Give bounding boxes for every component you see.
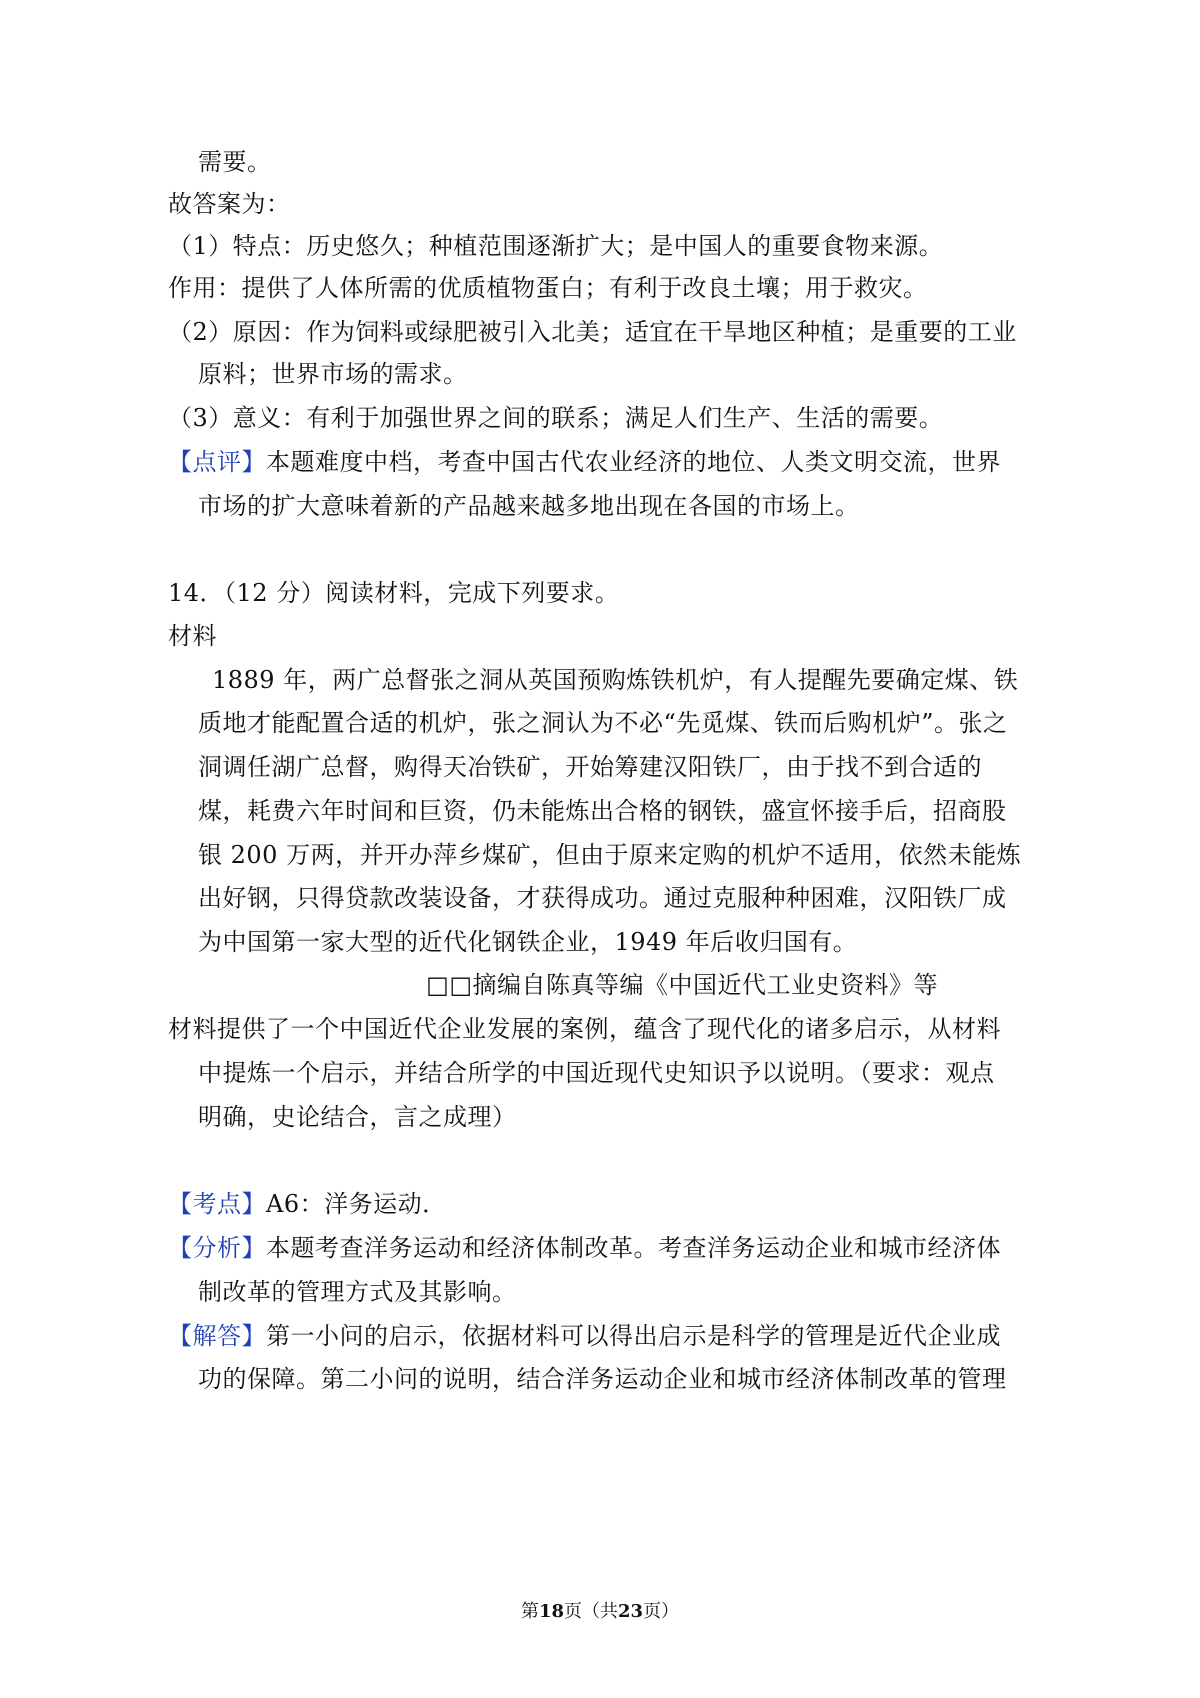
knowledge-point-line xyxy=(168,1188,447,1220)
analysis-tag: 【分析】 xyxy=(168,1234,266,1262)
material-label: 材料 xyxy=(168,622,217,650)
text-line: 制改革的管理方式及其影响。 xyxy=(198,1278,517,1306)
material-source: □□摘编自陈真等编《中国近代工业史资料》等 xyxy=(426,971,938,999)
material-line: 出好钢，只得贷款改装设备，才获得成功。通过克服种种困难，汉阳铁厂成 xyxy=(198,884,1007,912)
total-pages: 23 xyxy=(618,1601,644,1622)
review-line xyxy=(168,446,1001,478)
page-number: 18 xyxy=(538,1601,564,1622)
page-footer xyxy=(0,1600,1200,1624)
footer-suffix: 页） xyxy=(643,1601,680,1622)
text-line: 市场的扩大意味着新的产品越来越多地出现在各国的市场上。 xyxy=(198,492,860,520)
question-title: 14．（12 分）阅读材料，完成下列要求。 xyxy=(168,579,620,607)
text-line: 中提炼一个启示，并结合所学的中国近现代史知识予以说明。（要求：观点 xyxy=(198,1059,995,1087)
text-line: 故答案为： xyxy=(168,190,291,218)
review-text: 本题难度中档，考查中国古代农业经济的地位、人类文明交流，世界 xyxy=(266,448,1001,476)
footer-middle: 页（共 xyxy=(564,1601,618,1622)
knowledge-point-text: A6：洋务运动． xyxy=(266,1190,447,1218)
text-line: 明确，史论结合，言之成理） xyxy=(198,1103,517,1131)
text-line: 作用：提供了人体所需的优质植物蛋白；有利于改良土壤；用于救灾。 xyxy=(168,274,928,302)
text-line: 需要。 xyxy=(198,148,272,176)
material-line: 洞调任湖广总督，购得天冶铁矿，开始筹建汉阳铁厂，由于找不到合适的 xyxy=(198,753,982,781)
text-line: （3）意义：有利于加强世界之间的联系；满足人们生产、生活的需要。 xyxy=(168,404,944,432)
review-tag: 【点评】 xyxy=(168,448,266,476)
analysis-text: 本题考查洋务运动和经济体制改革。考查洋务运动企业和城市经济体 xyxy=(266,1234,1001,1262)
knowledge-point-tag: 【考点】 xyxy=(168,1190,266,1218)
analysis-line xyxy=(168,1232,1001,1264)
solution-tag: 【解答】 xyxy=(168,1322,266,1350)
text-line: 材料提供了一个中国近代企业发展的案例，蕴含了现代化的诸多启示，从材料 xyxy=(168,1015,1001,1043)
material-line: 质地才能配置合适的机炉，张之洞认为不必“先觅煤、铁而后购机炉”。张之 xyxy=(198,709,1008,737)
material-line: 为中国第一家大型的近代化钢铁企业，1949 年后收归国有。 xyxy=(198,928,858,956)
material-line: 银 200 万两，并开办萍乡煤矿，但由于原来定购的机炉不适用，依然未能炼 xyxy=(198,841,1022,869)
text-line: 原料；世界市场的需求。 xyxy=(198,360,468,388)
material-line: 1889 年，两广总督张之洞从英国预购炼铁机炉，有人提醒先要确定煤、铁 xyxy=(212,666,1019,694)
material-line: 煤，耗费六年时间和巨资，仍未能炼出合格的钢铁，盛宣怀接手后，招商股 xyxy=(198,797,1007,825)
text-line: （1）特点：历史悠久；种植范围逐渐扩大；是中国人的重要食物来源。 xyxy=(168,232,944,260)
text-line: （2）原因：作为饲料或绿肥被引入北美；适宜在干旱地区种植；是重要的工业 xyxy=(168,318,1017,346)
footer-prefix: 第 xyxy=(520,1601,539,1622)
solution-line xyxy=(168,1320,1001,1352)
text-line: 功的保障。第二小问的说明，结合洋务运动企业和城市经济体制改革的管理 xyxy=(198,1365,1007,1393)
solution-text: 第一小问的启示，依据材料可以得出启示是科学的管理是近代企业成 xyxy=(266,1322,1001,1350)
